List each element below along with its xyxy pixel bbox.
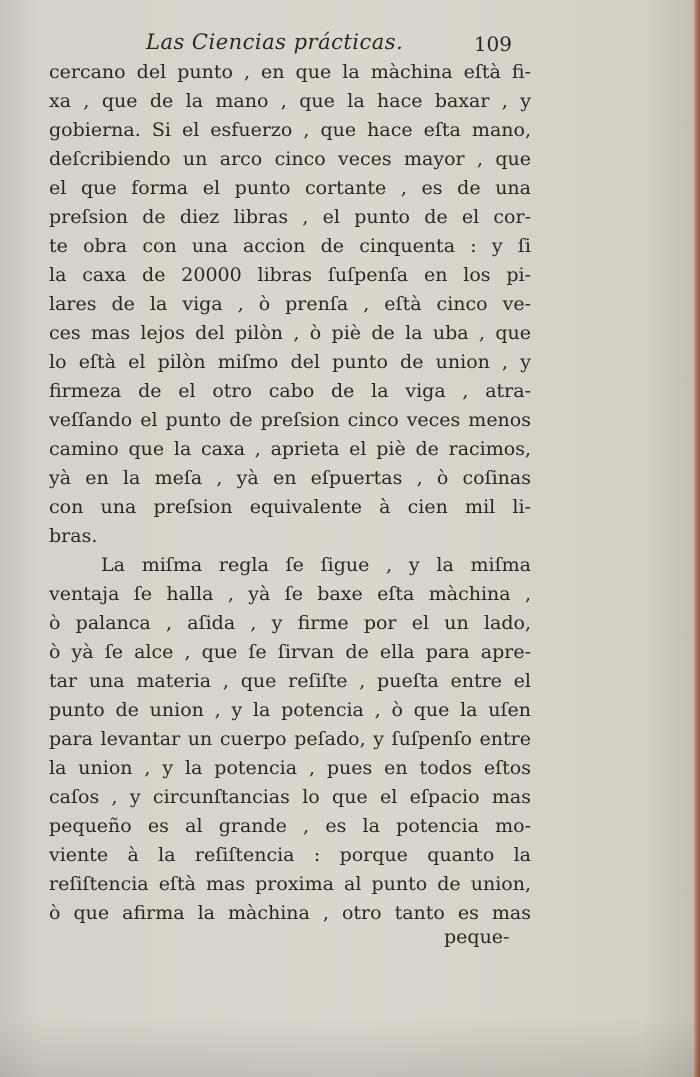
text-line: ventaja ſe halla , yà ſe baxe eſta màchina , [49,583,531,605]
text-line: con una preſsion equivalente à cien mil li- [49,496,531,518]
page-edge [694,0,700,1077]
text-line: La miſma regla ſe ſigue , y la miſma [101,554,531,576]
text-line: firmeza de el otro cabo de la viga , atra- [49,380,531,402]
text-line: ò palanca , aſida , y firme por el un lado, [49,612,531,634]
paragraph-1 [49,58,531,551]
text-line: caſos , y circunſtancias lo que el eſpacio mas [49,786,531,808]
text-line: la caxa de 20000 libras ſuſpenſa en los pi- [49,264,531,286]
catchword: peque- [444,926,510,948]
text-line: xa , que de la mano , que la hace baxar , y [49,90,531,112]
text-line: preſsion de diez libras , el punto de el cor- [49,206,531,228]
text-line: ces mas lejos del pilòn , ò piè de la uba , que [49,322,531,344]
text-line: deſcribiendo un arco cinco veces mayor , que [49,148,531,170]
text-line: lo eſtà el pilòn miſmo del punto de union , y [49,351,531,373]
text-line: gobierna. Si el esfuerzo , que hace eſta mano, [49,119,531,141]
text-line: lares de la viga , ò prenſa , eſtà cinco ve- [49,293,531,315]
paragraph-2 [49,551,531,928]
page-shadow [0,1017,700,1077]
text-line: te obra con una accion de cinquenta : y ſi [49,235,531,257]
text-line: ò que afirma la màchina , otro tanto es mas [49,902,531,924]
text-line: para levantar un cuerpo peſado, y ſuſpenſo entre [49,728,531,750]
text-line: el que forma el punto cortante , es de una [49,177,531,199]
text-line: la union , y la potencia , pues en todos eſtos [49,757,531,779]
text-line: reſiſtencia eſtà mas proxima al punto de union, [49,873,531,895]
text-line: yà en la meſa , yà en eſpuertas , ò coſinas [49,467,531,489]
text-line: tar una materia , que reſiſte , pueſta entre el [49,670,531,692]
text-line: ò yà ſe alce , que ſe ſirvan de ella para apre- [49,641,531,663]
text-line: veſſando el punto de preſsion cinco veces menos [49,409,531,431]
text-line: viente à la reſiſtencia : porque quanto la [49,844,531,866]
text-line: camino que la caxa , aprieta el piè de racimos, [49,438,531,460]
page-number: 109 [473,32,512,56]
text-line: pequeño es al grande , es la potencia mo- [49,815,531,837]
text-line: punto de union , y la potencia , ò que la uſen [49,699,531,721]
body-text [49,58,531,928]
text-line: bras. [49,525,98,547]
running-head: Las Ciencias prácticas. [146,30,404,54]
text-line: cercano del punto , en que la màchina eſtà fi- [49,61,531,83]
